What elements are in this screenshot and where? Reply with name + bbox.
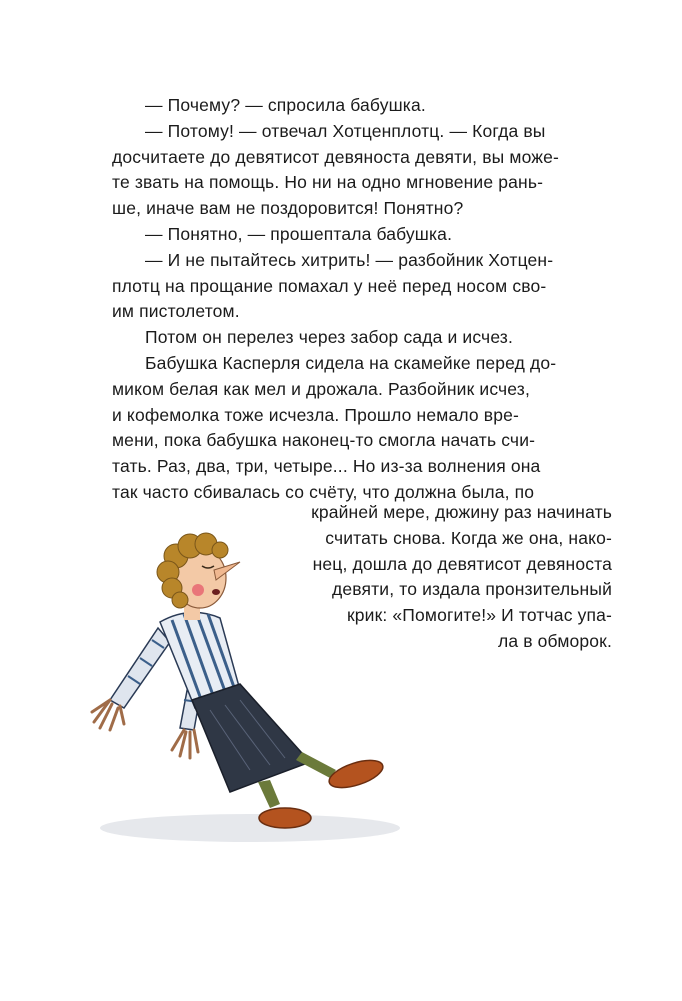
open-mouth bbox=[212, 589, 220, 595]
cheek bbox=[192, 584, 204, 596]
text-line: плотц на прощание помахал у неё перед носом сво- bbox=[112, 275, 547, 296]
text-line: — Понятно, — прошептала бабушка. bbox=[145, 223, 453, 244]
right-shoe bbox=[326, 755, 386, 793]
text-line: и кофемолка тоже исчезла. Прошло немало вре- bbox=[112, 404, 519, 425]
text-line: — Почему? — спросила бабушка. bbox=[145, 95, 426, 115]
skirt bbox=[192, 684, 310, 792]
text-line: так часто сбивалась со счёту, что должна была, по bbox=[112, 481, 535, 502]
text-line: считать снова. Когда же она, нако- bbox=[325, 527, 612, 548]
text-line: крик: «Помогите!» И тотчас упа- bbox=[346, 605, 612, 626]
text-line: им пистолетом. bbox=[112, 301, 240, 322]
text-line: миком белая как мел и дрожала. Разбойник исчез, bbox=[112, 378, 530, 399]
text-line: ше, иначе вам не поздоровится! Понятно? bbox=[112, 198, 464, 219]
text-line: — Потому! — отвечал Хотценплотц. — Когда вы bbox=[145, 120, 546, 141]
right-hand bbox=[172, 730, 198, 758]
left-shoe bbox=[259, 808, 311, 828]
text-line: досчитаете до девятисот девяноста девяти, вы може- bbox=[112, 146, 559, 167]
left-arm bbox=[110, 628, 170, 708]
text-line: крайней мере, дюжину раз начинать bbox=[311, 502, 612, 522]
text-line: те звать на помощь. Но ни на одно мгновение рань- bbox=[112, 172, 544, 193]
ground-shadow bbox=[100, 814, 400, 842]
text-line: тать. Раз, два, три, четыре... Но из-за волнения она bbox=[112, 456, 541, 477]
left-leg bbox=[258, 780, 280, 808]
text-line: девяти, то издала пронзительный bbox=[332, 579, 612, 600]
body-text bbox=[112, 93, 612, 506]
grandmother-illustration bbox=[80, 500, 400, 860]
text-line: — И не пытайтесь хитрить! — разбойник Хотцен- bbox=[145, 249, 554, 270]
text-line: Потом он перелез через забор сада и исчез. bbox=[145, 327, 513, 348]
text-line: нец, дошла до девятисот девяноста bbox=[312, 553, 612, 574]
text-line: ла в обморок. bbox=[497, 630, 612, 651]
text-line: мени, пока бабушка наконец-то смогла начать счи- bbox=[112, 430, 536, 451]
text-line: Бабушка Касперля сидела на скамейке перед до- bbox=[145, 352, 557, 373]
